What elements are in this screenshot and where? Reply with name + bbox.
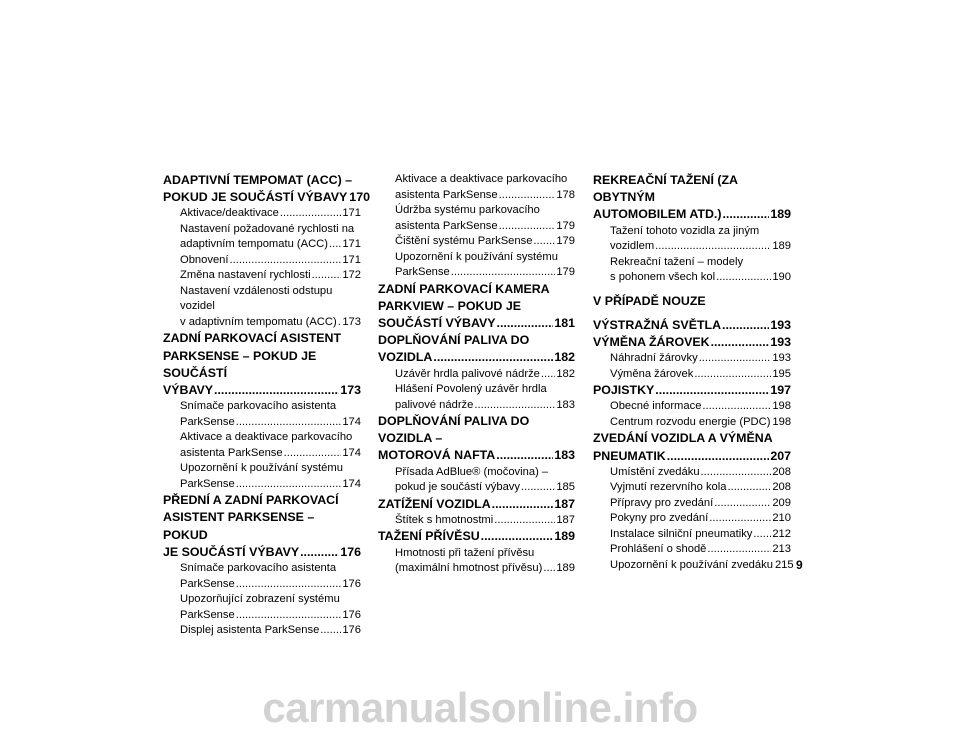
- toc-entry-label: ParkSense: [180, 608, 235, 621]
- toc-page-number: 193: [770, 335, 791, 350]
- toc-subentry: [163, 461, 361, 492]
- toc-entry-row: [180, 577, 361, 593]
- toc-leader-dots: [496, 447, 553, 464]
- toc-subentry: [163, 284, 361, 331]
- toc-subentry: [378, 172, 575, 203]
- toc-entry-label: ParkSense: [180, 477, 235, 490]
- toc-entry-row: [610, 511, 791, 527]
- toc-entry-row: [610, 527, 791, 543]
- toc-entry-row: [395, 188, 575, 204]
- toc-subentry: [163, 623, 361, 639]
- toc-leader-dots: [451, 265, 556, 281]
- toc-subentry: [593, 465, 791, 481]
- toc-entry-row: [610, 367, 791, 383]
- toc-entry-text: Upozorňující zobrazení systému: [180, 593, 340, 606]
- toc-leader-dots: [497, 315, 554, 332]
- toc-entry-row: [610, 270, 791, 286]
- toc-subentry: [593, 558, 794, 574]
- toc-page-number: 171: [342, 238, 361, 251]
- toc-page-number: 190: [772, 271, 791, 284]
- toc-leader-dots: [707, 542, 771, 558]
- toc-leader-dots: [727, 480, 771, 496]
- toc-heading: [593, 293, 791, 310]
- toc-page-number: 179: [556, 219, 575, 232]
- toc-entry-text: DOPLŇOVÁNÍ PALIVA DO: [378, 333, 530, 348]
- toc-entry-label: Upozornění k používání zvedáku: [610, 558, 773, 571]
- toc-heading: [163, 492, 361, 561]
- toc-heading: [378, 413, 575, 465]
- toc-entry-row: [378, 496, 575, 513]
- toc-entry-text: Hlášení Povolený uzávěr hrdla: [395, 383, 547, 396]
- toc-entry-row: [163, 544, 361, 561]
- toc-leader-dots: [701, 465, 772, 481]
- toc-entry-label: Prohlášení o shodě: [610, 543, 707, 556]
- toc-entry-label: Obecné informace: [610, 400, 702, 413]
- toc-leader-dots: [699, 351, 772, 367]
- toc-subentry: [593, 542, 791, 558]
- toc-entry-label: ParkSense: [180, 415, 235, 428]
- toc-page-number: 182: [556, 367, 575, 380]
- toc-entry-row: [378, 447, 575, 464]
- toc-leader-dots: [722, 206, 769, 223]
- toc-leader-dots: [236, 608, 342, 624]
- toc-entry-label: MOTOROVÁ NAFTA: [378, 448, 496, 463]
- toc-subentry: [378, 234, 575, 250]
- toc-entry-row: [610, 239, 791, 255]
- toc-entry-label: Přípravy pro zvedání: [610, 496, 714, 509]
- toc-entry-text: Údržba systému parkovacího: [395, 204, 540, 216]
- toc-column-1: [163, 172, 370, 639]
- toc-page-number: 195: [772, 367, 791, 380]
- toc-entry-label: ParkSense: [180, 577, 235, 590]
- toc-entry-label: Pokyny pro zvedání: [610, 512, 709, 525]
- toc-entry-row: [395, 219, 575, 235]
- toc-entry-row: [163, 189, 370, 206]
- toc-entry-row: [180, 315, 361, 331]
- toc-entry-text: Aktivace a deaktivace parkovacího: [395, 173, 568, 185]
- toc-page-number: 207: [770, 448, 791, 463]
- toc-entry-text: Upozornění k používání systému: [395, 250, 558, 263]
- page-number: 9: [796, 558, 803, 572]
- toc-page-number: 213: [772, 543, 791, 556]
- toc-page-number: 212: [772, 527, 791, 540]
- toc-entry-label: palivové nádrže: [395, 398, 474, 411]
- toc-page-number: 171: [342, 253, 361, 266]
- toc-entry-text: Aktivace a deaktivace parkovacího: [180, 431, 353, 444]
- toc-entry-text: PARKVIEW – POKUD JE: [378, 298, 521, 313]
- toc-subentry: [593, 480, 791, 496]
- toc-leader-dots: [655, 239, 771, 255]
- toc-page-number: 174: [342, 446, 361, 459]
- toc-entry-label: AUTOMOBILEM ATD.): [593, 207, 722, 222]
- toc-entry-text: Hmotnosti při tažení přívěsu: [395, 546, 535, 559]
- toc-entry-row: [610, 415, 791, 431]
- toc-entry-row: [395, 367, 575, 383]
- toc-leader-dots: [709, 511, 771, 527]
- toc-subentry: [593, 224, 791, 255]
- toc-leader-dots: [280, 206, 341, 222]
- toc-entry-label: TAŽENÍ PŘÍVĚSU: [378, 529, 480, 544]
- toc-heading: [593, 317, 791, 334]
- toc-page-number: 198: [772, 415, 792, 428]
- toc-entry-row: [593, 317, 791, 334]
- toc-leader-dots: [284, 446, 342, 462]
- toc-heading: [593, 334, 791, 351]
- toc-entry-text: PARKSENSE – POKUD JE SOUČÁSTÍ: [163, 348, 317, 380]
- toc-heading: [593, 172, 791, 224]
- toc-subentry: [593, 527, 791, 543]
- toc-page-number: 178: [556, 188, 575, 201]
- toc-page-number: 172: [342, 269, 361, 282]
- toc-entry-label: Náhradní žárovky: [610, 352, 698, 365]
- toc-entry-row: [395, 513, 575, 529]
- toc-entry-row: [378, 528, 575, 545]
- toc-leader-dots: [320, 623, 341, 639]
- toc-entry-row: [180, 253, 361, 269]
- toc-entry-label: asistenta ParkSense: [395, 219, 498, 232]
- toc-entry-row: [395, 398, 575, 414]
- toc-page-number: 198: [772, 400, 791, 413]
- toc-entry-label: Změna nastavení rychlosti: [180, 269, 311, 282]
- toc-entry-label: POJISTKY: [593, 383, 655, 398]
- toc-gap: [593, 310, 791, 317]
- toc-page-number: 179: [556, 266, 575, 278]
- toc-page-number: 210: [772, 512, 791, 525]
- toc-entry-row: [610, 480, 791, 496]
- toc-leader-dots: [667, 448, 770, 465]
- toc-subentry: [163, 399, 361, 430]
- toc-page-number: 176: [342, 577, 361, 590]
- toc-leader-dots: [499, 188, 556, 204]
- toc-leader-dots: [716, 270, 771, 286]
- toc-heading: [378, 528, 575, 545]
- toc-entry-text: PŘEDNÍ A ZADNÍ PARKOVACÍ: [163, 493, 339, 508]
- toc-heading: [593, 382, 791, 399]
- toc-entry-row: [610, 399, 791, 415]
- toc-gap: [593, 286, 791, 293]
- toc-subentry: [163, 268, 361, 284]
- toc-leader-dots: [722, 317, 769, 334]
- toc-entry-label: s pohonem všech kol: [610, 271, 716, 284]
- toc-entry-text: Nastavení požadované rychlosti na: [180, 222, 355, 235]
- toc-page-number: 181: [554, 315, 575, 330]
- toc-entry-label: SOUČÁSTÍ VÝBAVY: [378, 315, 496, 330]
- toc-entry-row: [610, 496, 791, 512]
- toc-page-number: 179: [556, 235, 575, 247]
- toc-page-number: 208: [772, 481, 791, 494]
- toc-entry-label: VÝMĚNA ŽÁROVEK: [593, 335, 710, 350]
- toc-page-number: 185: [556, 481, 575, 494]
- toc-entry-label: VÝBAVY: [163, 383, 214, 398]
- toc-leader-dots: [230, 253, 342, 269]
- toc-entry-row: [593, 448, 791, 465]
- toc-subentry: [593, 496, 791, 512]
- toc-entry-row: [593, 206, 791, 223]
- toc-heading: [378, 281, 575, 333]
- toc-page-number: 187: [554, 496, 575, 511]
- toc-leader-dots: [329, 237, 341, 253]
- toc-entry-text: REKREAČNÍ TAŽENÍ (ZA OBYTNÝM: [593, 173, 738, 205]
- toc-entry-label: Uzávěr hrdla palivové nádrže: [395, 367, 540, 380]
- toc-subentry: [163, 206, 361, 222]
- toc-entry-row: [593, 334, 791, 351]
- toc-leader-dots: [481, 528, 554, 545]
- toc-leader-dots: [236, 415, 342, 431]
- toc-entry-text: Upozornění k používání systému: [180, 462, 343, 475]
- toc-entry-label: (maximální hmotnost přívěsu): [395, 562, 543, 575]
- toc-entry-label: VÝSTRAŽNÁ SVĚTLA: [593, 317, 722, 332]
- toc-subentry: [593, 415, 791, 431]
- toc-entry-label: vozidlem: [610, 240, 655, 253]
- toc-subentry: [593, 255, 791, 286]
- toc-subentry: [163, 592, 361, 623]
- toc-entry-text: Nastavení vzdálenosti odstupu vozidel: [180, 284, 333, 313]
- toc-page-number: 183: [554, 448, 575, 463]
- toc-entry-row: [610, 351, 791, 367]
- toc-entry-row: [378, 315, 575, 332]
- toc-entry-text: Snímače parkovacího asistenta: [180, 562, 337, 575]
- toc-subentry: [378, 546, 575, 577]
- toc-entry-row: [610, 465, 791, 481]
- toc-heading: [378, 332, 575, 366]
- toc-entry-label: asistenta ParkSense: [395, 188, 498, 201]
- toc-subentry: [163, 253, 361, 269]
- toc-page-number: 176: [342, 624, 361, 637]
- toc-entry-text: DOPLŇOVÁNÍ PALIVA DO VOZIDLA –: [378, 414, 530, 446]
- toc-subentry: [378, 382, 575, 413]
- toc-entry-text: ZADNÍ PARKOVACÍ ASISTENT: [163, 331, 342, 346]
- toc-column-3: [593, 172, 794, 573]
- toc-leader-dots: [499, 219, 556, 235]
- toc-page-number: 189: [770, 207, 791, 222]
- toc-entry-row: [163, 382, 361, 399]
- toc-leader-dots: [655, 382, 769, 399]
- toc-entry-row: [395, 265, 575, 281]
- toc-entry-label: Aktivace/deaktivace: [180, 207, 279, 220]
- toc-page-number: 193: [772, 352, 791, 365]
- toc-entry-row: [180, 608, 361, 624]
- toc-entry-label: adaptivním tempomatu (ACC): [180, 238, 328, 251]
- toc-page-number: 187: [556, 513, 575, 526]
- toc-subentry: [593, 351, 791, 367]
- toc-leader-dots: [338, 315, 342, 331]
- toc-entry-label: Centrum rozvodu energie (PDC): [610, 415, 771, 428]
- toc-entry-row: [610, 558, 794, 574]
- toc-entry-text: Snímače parkovacího asistenta: [180, 400, 337, 413]
- toc-entry-label: Vyjmutí rezervního kola: [610, 481, 727, 494]
- toc-entry-text: Přísada AdBlue® (močovina) –: [395, 465, 549, 478]
- toc-leader-dots: [541, 367, 555, 383]
- toc-leader-dots: [521, 480, 555, 496]
- toc-entry-text: ASISTENT PARKSENSE – POKUD: [163, 510, 315, 542]
- toc-leader-dots: [474, 398, 555, 414]
- toc-column-2: [378, 172, 575, 577]
- toc-page-number: 189: [556, 562, 575, 575]
- toc-page-number: 183: [556, 398, 575, 411]
- toc-entry-label: Štítek s hmotnostmi: [395, 513, 494, 526]
- toc-page-number: 193: [770, 317, 791, 332]
- toc-leader-dots: [214, 382, 339, 399]
- toc-entry-label: POKUD JE SOUČÁSTÍ VÝBAVY: [163, 190, 348, 205]
- toc-entry-row: [395, 561, 575, 577]
- toc-entry-label: Čištění systému ParkSense: [395, 235, 533, 247]
- toc-page-number: 176: [340, 544, 361, 559]
- toc-page-number: 173: [340, 383, 361, 398]
- toc-entry-label: ZATÍŽENÍ VOZIDLA: [378, 496, 491, 511]
- toc-entry-label: Obnovení: [180, 253, 229, 266]
- toc-subentry: [378, 203, 575, 234]
- toc-entry-label: asistenta ParkSense: [180, 446, 283, 459]
- toc-entry-row: [610, 542, 791, 558]
- toc-subentry: [378, 250, 575, 281]
- toc-entry-row: [395, 234, 575, 250]
- toc-leader-dots: [694, 367, 771, 383]
- toc-leader-dots: [300, 544, 339, 561]
- toc-page-number: 208: [772, 465, 791, 478]
- toc-leader-dots: [494, 513, 555, 529]
- toc-heading: [378, 496, 575, 513]
- toc-page-number: 174: [342, 477, 361, 490]
- toc-entry-row: [395, 480, 575, 496]
- toc-page-number: 171: [342, 207, 361, 220]
- toc-entry-text: ZADNÍ PARKOVACÍ KAMERA: [378, 281, 550, 296]
- toc-page-number: 176: [342, 608, 361, 621]
- toc-page-number: 209: [772, 496, 791, 509]
- toc-leader-dots: [433, 349, 553, 366]
- toc-leader-dots: [543, 561, 555, 577]
- toc-leader-dots: [714, 496, 771, 512]
- toc-entry-text: ZVEDÁNÍ VOZIDLA A VÝMĚNA: [593, 431, 773, 446]
- toc-leader-dots: [236, 577, 342, 593]
- toc-subentry: [163, 430, 361, 461]
- toc-heading: [163, 330, 361, 399]
- toc-leader-dots: [312, 268, 342, 284]
- toc-page-number: 189: [554, 529, 575, 544]
- toc-entry-label: pokud je součástí výbavy: [395, 481, 520, 494]
- toc-leader-dots: [711, 334, 770, 351]
- toc-heading: [593, 430, 791, 464]
- toc-entry-label: VOZIDLA: [378, 350, 433, 365]
- toc-entry-label: Instalace silniční pneumatiky: [610, 527, 753, 540]
- toc-entry-row: [180, 415, 361, 431]
- toc-entry-label: v adaptivním tempomatu (ACC): [180, 315, 337, 328]
- toc-page-number: 173: [342, 315, 361, 328]
- toc-entry-row: [180, 237, 361, 253]
- toc-entry-label: PNEUMATIK: [593, 448, 666, 463]
- toc-subentry: [593, 511, 791, 527]
- toc-entry-row: [378, 349, 575, 366]
- toc-entry-text: Rekreační tažení – modely: [610, 255, 744, 268]
- watermark: carmanualsonline.info: [262, 684, 698, 731]
- toc-entry-row: [593, 382, 791, 399]
- toc-page-number: 215: [774, 558, 794, 571]
- toc-entry-row: [180, 268, 361, 284]
- toc-entry-label: Displej asistenta ParkSense: [180, 624, 320, 637]
- toc-leader-dots: [236, 477, 342, 493]
- toc-heading: [163, 172, 370, 206]
- toc-page-number: 170: [349, 190, 370, 205]
- toc-entry-label: Výměna žárovek: [610, 367, 694, 380]
- toc-leader-dots: [702, 399, 771, 415]
- toc-subentry: [593, 367, 791, 383]
- toc-entry-row: [180, 446, 361, 462]
- toc-leader-dots: [753, 527, 771, 543]
- toc-subentry: [163, 222, 361, 253]
- toc-subentry: [163, 561, 361, 592]
- toc-leader-dots: [533, 234, 555, 250]
- toc-page-number: 197: [770, 383, 791, 398]
- toc-entry-text: V PŘÍPADĚ NOUZE: [593, 293, 706, 308]
- toc-entry-text: ADAPTIVNÍ TEMPOMAT (ACC) –: [163, 173, 353, 187]
- toc-page-number: 182: [554, 350, 575, 365]
- toc-page-number: 189: [772, 240, 791, 253]
- toc-entry-label: JE SOUČÁSTÍ VÝBAVY: [163, 544, 300, 559]
- toc-entry-row: [180, 206, 361, 222]
- toc-subentry: [378, 465, 575, 496]
- toc-subentry: [378, 367, 575, 383]
- toc-subentry: [378, 513, 575, 529]
- toc-entry-row: [180, 623, 361, 639]
- toc-subentry: [593, 399, 791, 415]
- toc-entry-text: Tažení tohoto vozidla za jiným: [610, 224, 760, 237]
- toc-leader-dots: [492, 496, 554, 513]
- toc-page-number: 174: [342, 415, 361, 428]
- toc-entry-label: Umístění zvedáku: [610, 465, 700, 478]
- toc-entry-label: ParkSense: [395, 266, 450, 278]
- toc-entry-row: [180, 477, 361, 493]
